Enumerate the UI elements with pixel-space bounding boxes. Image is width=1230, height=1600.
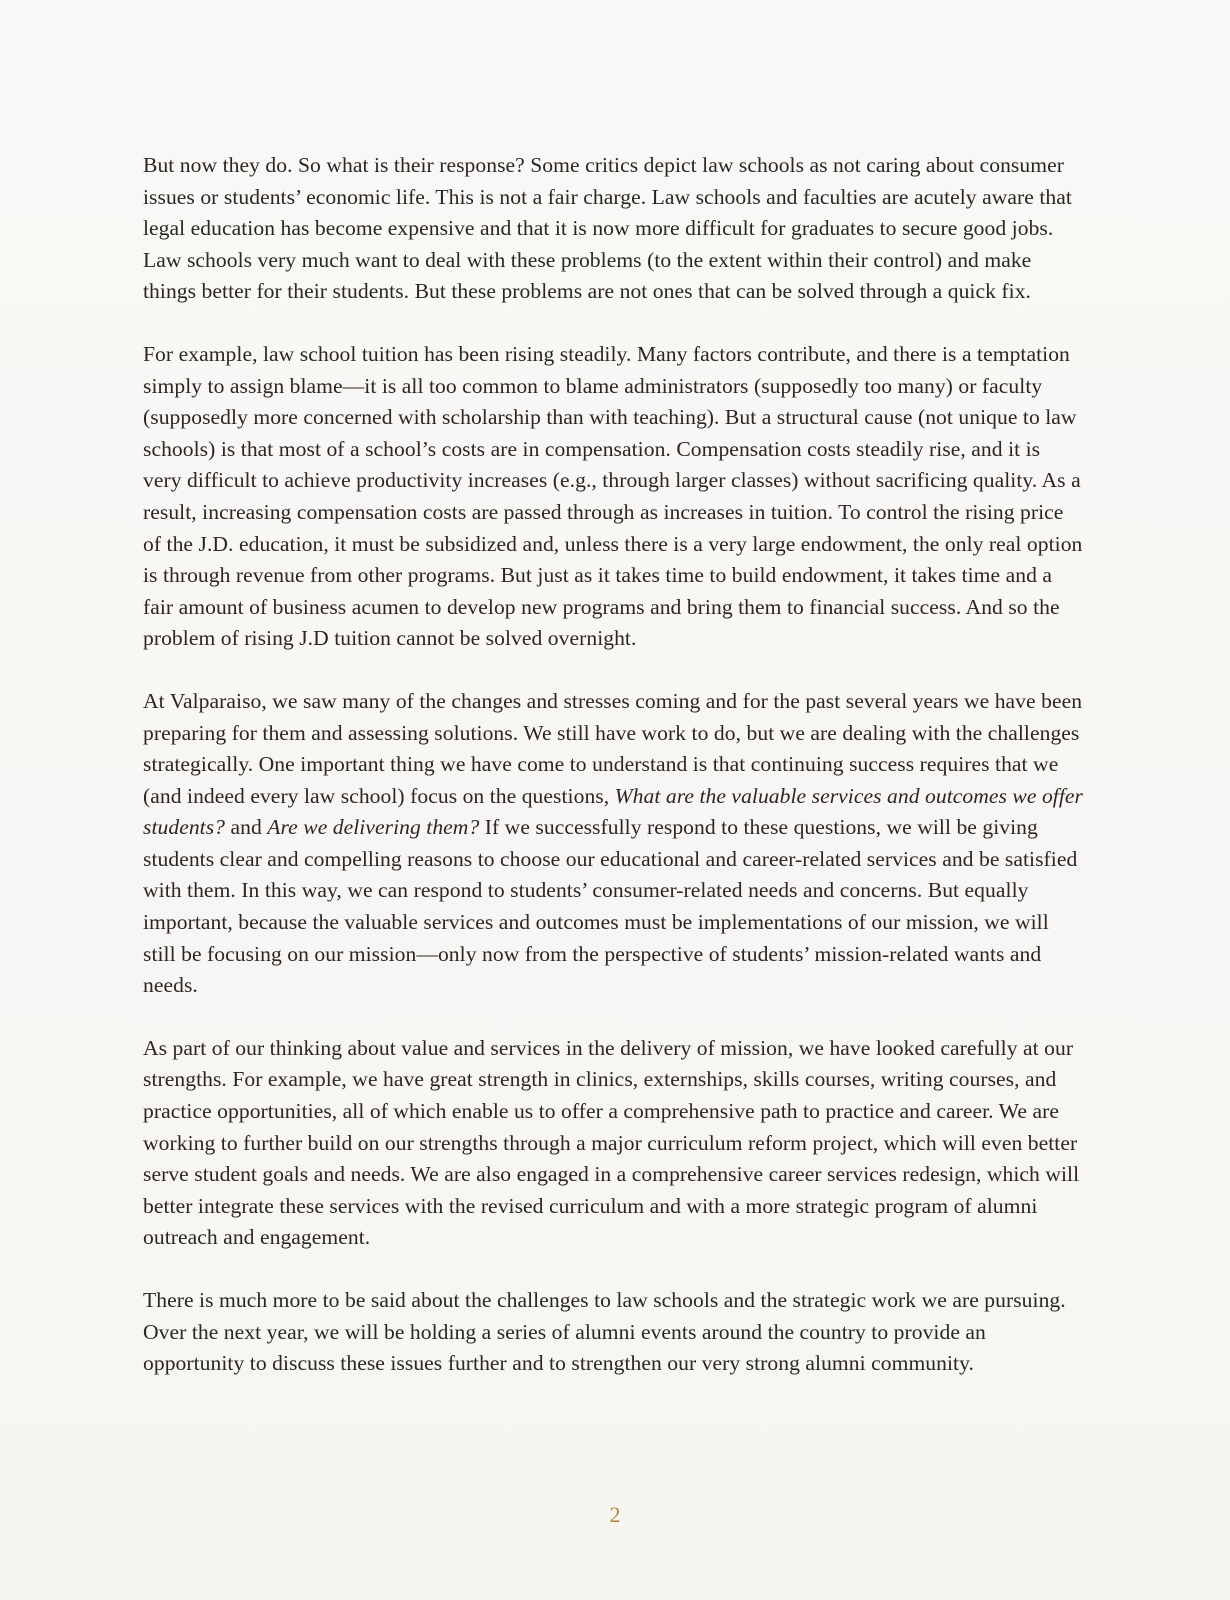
paragraph-strengths: As part of our thinking about value and services in the delivery of mission, we have looked carefully at our strengths. For example, we have great strength in clinics, externships, skills courses, writing courses, and practice opportunities, all of which enable us to offer a comprehensive path to practice and career. We are working to further build on our strengths through a major curriculum reform project, which will even better serve student goals and needs. We are also engaged in a comprehensive career services redesign, which will better integrate these services with the revised curriculum and with a more strategic program of alumni outreach and engagement. <box>143 1035 1080 1250</box>
paragraph-alumni-events: There is much more to be said about the challenges to law schools and the strategic work we are pursuing. Over the next year, we will be holding a series of alumni events around the country to provide an opportunity to discuss these issues further and to strengthen our very strong alumni community. <box>143 1288 1066 1376</box>
document-body <box>143 150 1083 1411</box>
paragraph-response: But now they do. So what is their response? Some critics depict law schools as not caring about consumer issues or students’ economic life. This is not a fair charge. Law schools and faculties are acutely aware that legal education has become expensive and that it is now more difficult for graduates to secure good jobs. Law schools very much want to deal with these problems (to the extent within their control) and make things better for their students. But these problems are not ones that can be solved through a quick fix. <box>143 153 1072 304</box>
paragraph-valparaiso-part-3: If we successfully respond to these questions, we will be giving students clear and compelling reasons to choose our educational and career-related services and be satisfied with them. In this way, we can respond to students’ consumer-related needs and concerns. But equally important, because the valuable services and outcomes must be implementations of our mission, we will still be focusing on our mission—only now from the perspective of students’ mission-related wants and needs. <box>143 815 1078 998</box>
paragraph-valparaiso-part-2: and <box>225 815 268 840</box>
page-number: 2 <box>609 1502 621 1527</box>
question-delivering-them: Are we delivering them? <box>267 815 480 840</box>
paragraph-valparaiso <box>143 686 1083 1002</box>
paragraph-valparaiso-part-1: At Valparaiso, we saw many of the changes and stresses coming and for the past several years we have been preparing for them and assessing solutions. We still have work to do, but we are dealing with the challenges strategically. One important thing we have come to understand is that continuing success requires that we (and indeed every law school) focus on the questions, <box>143 688 1083 808</box>
question-valuable-services: What are the valuable services and outcomes we offer students? <box>143 783 1083 840</box>
paragraph-tuition: For example, law school tuition has been rising steadily. Many factors contribute, and there is a temptation simply to assign blame—it is all too common to blame administrators (supposedly too many) or faculty (supposedly more concerned with scholarship than with teaching). But a structural cause (not unique to law schools) is that most of a school’s costs are in compensation. Compensation costs steadily rise, and it is very difficult to achieve productivity increases (e.g., through larger classes) without sacrificing quality. As a result, increasing compensation costs are passed through as increases in tuition. To control the rising price of the J.D. education, it must be subsidized and, unless there is a very large endowment, the only real option is through revenue from other programs. But just as it takes time to build endowment, it takes time and a fair amount of business acumen to develop new programs and bring them to financial success. And so the problem of rising J.D tuition cannot be solved overnight. <box>143 341 1083 651</box>
